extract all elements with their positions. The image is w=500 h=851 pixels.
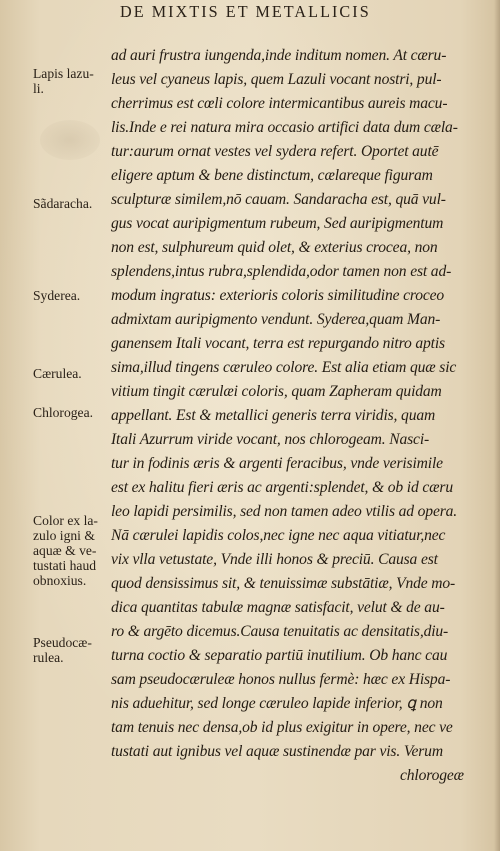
body-line: ro & argēto dicemus.Causa tenuitatis ac densitatis,diu- (111, 623, 449, 640)
body-line: tur in fodinis æris & argenti feracibus, vnde verisimile (111, 455, 443, 472)
body-line: dica quantitas tabulæ magnæ satisfacit, velut & de au- (111, 599, 445, 616)
margin-note-color-ex-lazulo (33, 513, 98, 588)
running-head: DE MIXTIS ET METALLICIS (120, 2, 371, 21)
body-line: turna coctio & separatio partiū inutilium. Ob hanc cau (111, 647, 448, 664)
margin-note-caerulea (33, 366, 82, 381)
margin-note-line: Color ex la- (33, 513, 98, 528)
body-line: ganensem Itali vocant, terra est repurgando nitro aptis (111, 335, 445, 352)
margin-note-chlorogea (33, 405, 93, 420)
margin-note-line: li. (33, 81, 44, 96)
margin-note-pseudocaerulea (33, 635, 92, 665)
margin-note-sandaracha (33, 196, 92, 211)
body-line: non est, sulphureum quid olet, & exterius crocea, non (111, 239, 438, 256)
body-line: leo lapidi persimilis, sed non tamen adeo vtilis ad opera. (111, 503, 458, 520)
margin-note-line: tustati haud (33, 558, 97, 573)
body-line: vitium tingit cærulæi coloris, quam Zapheram quidam (111, 383, 442, 400)
body-line: leus vel cyaneus lapis, quem Lazuli vocant nostri, pul- (111, 71, 442, 88)
body-line: gus vocat auripigmentum rubeum, Sed auripigmentum (111, 215, 444, 232)
margin-note-line: Lapis lazu- (33, 66, 94, 81)
margin-note-line: obnoxius. (33, 573, 87, 588)
body-line: lis.Inde e rei natura mira occasio artifici data dum cæla- (111, 119, 458, 136)
margin-note-line: zulo igni & (33, 528, 95, 543)
body-line: tur:aurum ornat vestes vel sydera refert. Oportet autē (111, 143, 439, 160)
margin-note-line: Cærulea. (33, 366, 82, 381)
body-line: est ex halitu fieri æris ac argenti:splendet, & ob id cæru (111, 479, 453, 496)
body-line: tam tenuis nec densa,ob id plus exigitur in opere, nec ve (111, 719, 453, 736)
body-line: sima,illud tingens cæruleo colore. Est alia etiam quæ sic (111, 359, 457, 376)
body-line: ad auri frustra iungenda,inde inditum nomen. At cæru- (111, 47, 447, 64)
body-line: nis aduehitur, sed longe cæruleo lapide inferior, ꝗ non (111, 695, 443, 712)
body-line: appellant. Est & metallici generis terra viridis, quam (111, 407, 436, 424)
margin-note-line: Chlorogea. (33, 405, 94, 420)
margin-note-line: Syderea. (33, 288, 81, 303)
body-line: vix vlla vetustate, Vnde illi honos & preciū. Causa est (111, 551, 438, 568)
body-line-catchword: chlorogeæ (400, 767, 464, 784)
margin-note-line: aquæ & ve- (33, 543, 97, 558)
body-line: admixtam auripigmento vendunt. Syderea,quam Man- (111, 311, 441, 328)
body-line: quod densissimus sit, & tenuissimæ substātiæ, Vnde mo- (111, 575, 456, 592)
body-line: sculpturæ similem,nō cauam. Sandaracha est, quā vul- (111, 191, 446, 208)
body-line: splendens,intus rubra,splendida,odor tamen non est ad- (111, 263, 452, 280)
margin-note-line: Sãdaracha. (33, 196, 93, 211)
margin-note-lapis-lazuli (33, 66, 94, 96)
body-line: Itali Azurrum viride vocant, nos chlorogeam. Nasci- (111, 431, 430, 448)
page-edge-shadow (494, 0, 500, 851)
body-line: Nā cærulei lapidis colos,nec igne nec aqua vitiatur,nec (111, 527, 446, 544)
body-line: modum ingratus: exterioris coloris similitudine croceo (111, 287, 445, 304)
body-line: cherrimus est cœli colore intermicantibus aureis macu- (111, 95, 448, 112)
margin-note-syderea (33, 288, 80, 303)
margin-note-line: Pseudocæ- (33, 635, 92, 650)
body-line: tustati aut ignibus vel aquæ sustinendæ par vis. Verum (111, 743, 443, 760)
paper-stain (40, 120, 100, 160)
body-line: eligere aptum & bene distinctum, cælareque figuram (111, 167, 433, 184)
body-line: sam pseudocæruleæ honos nullus fermè: hæc ex Hispa- (111, 671, 451, 688)
margin-note-line: rulea. (33, 650, 64, 665)
